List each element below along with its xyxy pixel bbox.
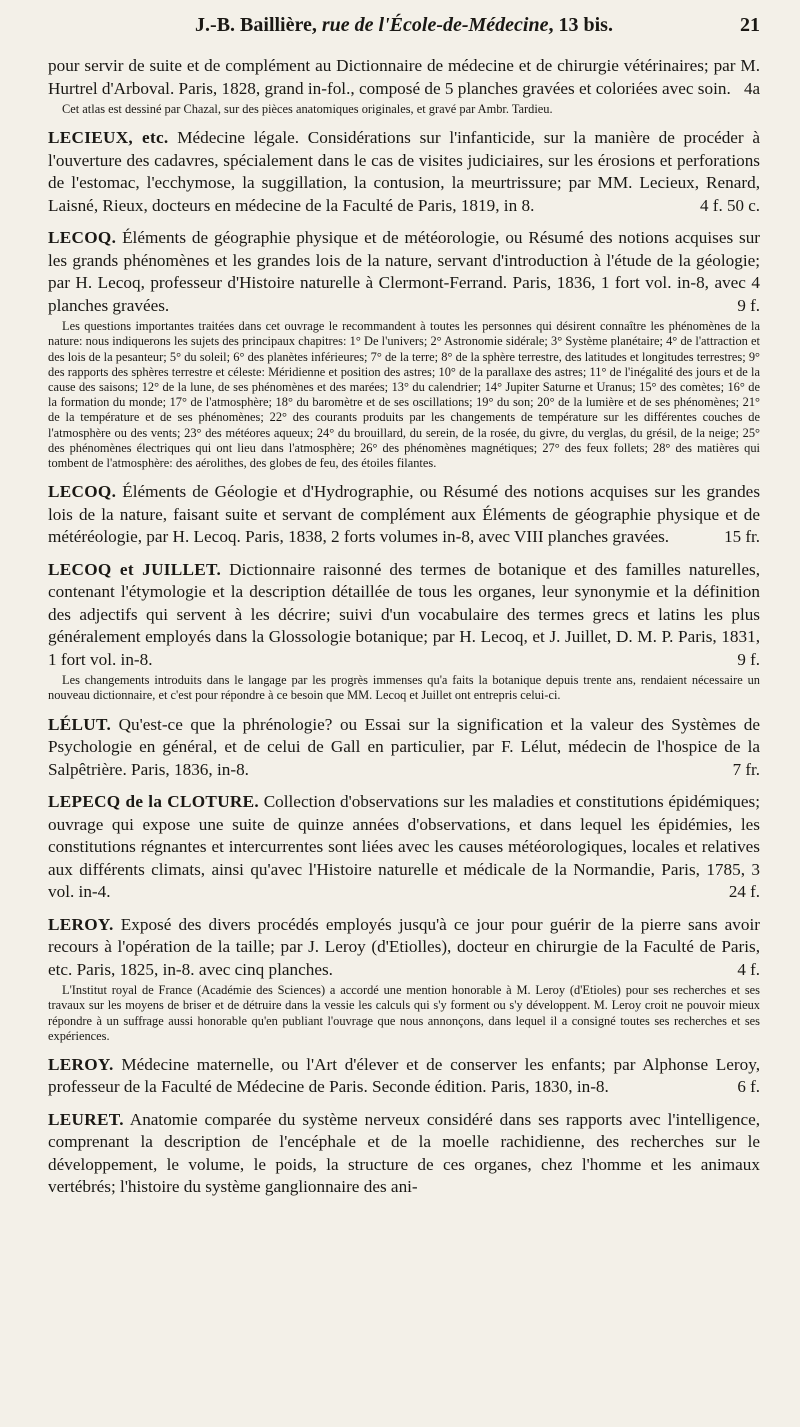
entry-note: Cet atlas est dessiné par Chazal, sur des pièces anatomiques originales, et gravé par Ambr. Tardieu. bbox=[62, 102, 553, 116]
entry-price: 4a bbox=[743, 78, 760, 98]
entry-description: Anatomie comparée du système nerveux considéré dans ses rapports avec l'intelligence, comprenant la description de l'encéphale et de la moelle rachidienne, des recherches sur le développement, le volume, le poids, la structure de ces organes, chez l'homme et les animaux vertébrés; l'histoire du système ganglionnaire des ani- bbox=[48, 1109, 760, 1197]
entry-author: LECOQ et JUILLET. bbox=[48, 559, 222, 579]
entry-text bbox=[48, 481, 760, 549]
entry-description: Éléments de Géologie et d'Hydrographie, ou Résumé des notions acquises sur les grandes lois de la nature, faisant suite et servant de complément aux Éléments de géographie physique et de météréologie, par H. Lecoq. Paris, 1838, 2 forts volumes in-8, avec VIII planches gravées. bbox=[48, 482, 761, 547]
entry-price: 24 f. bbox=[728, 882, 760, 902]
entry-price: 9 f. bbox=[737, 649, 760, 669]
entry-description: pour servir de suite et de complément au Dictionnaire de médecine et de chirurgie vétérinaires; par M. Hurtrel d'Arboval. Paris, 1828, grand in-fol., composé de 5 planches gravées et coloriées avec soin. bbox=[48, 56, 760, 98]
entry-text bbox=[48, 791, 760, 904]
catalogue-entry bbox=[48, 127, 760, 217]
entry-text bbox=[48, 559, 760, 672]
entry-text bbox=[48, 1109, 760, 1199]
entry-description: Collection d'observations sur les maladies et constitutions épidémiques; ouvrage qui expose une suite de quinze années d'observations, et dans lequel les épidémies, les constitutions régnantes et intercurrentes sont liées avec les causes météorologiques, locales et relatives aux différents climats, ainsi qu'avec l'Histoire naturelle et médicale de la Normandie, Paris, 1785, 3 vol. in-4. bbox=[48, 792, 760, 902]
entry-price: 9 f. bbox=[737, 295, 760, 315]
entry-price: 4 f. 50 c. bbox=[700, 195, 760, 215]
address-number: , 13 bis. bbox=[548, 14, 613, 36]
publisher-name: J.-B. Baillière bbox=[195, 14, 312, 36]
page-number: 21 bbox=[740, 14, 760, 36]
catalogue-entry bbox=[48, 227, 760, 471]
entry-author: LEROY. bbox=[48, 914, 114, 934]
catalogue-entry bbox=[48, 1054, 760, 1099]
catalogue-entry bbox=[48, 1109, 760, 1199]
entry-text bbox=[48, 914, 760, 982]
entry-text bbox=[48, 714, 760, 782]
catalogue-entry bbox=[48, 55, 760, 117]
entry-description: Dictionnaire raisonné des termes de botanique et des familles naturelles, contenant l'étymologie et la description détaillée de tous les organes, leur synonymie et la définition des adjectifs qui servent à les décrire; suivi d'un vocabulaire des termes grecs et latins les plus généralement employés dans la Glossologie botanique; par H. Lecoq, et J. Juillet, D. M. P. Paris, 1831, 1 fort vol. in-8. bbox=[48, 559, 760, 669]
entry-author: LÉLUT. bbox=[48, 714, 112, 734]
entry-price: 7 fr. bbox=[732, 759, 760, 779]
entry-author: LECOQ. bbox=[48, 482, 117, 502]
entry-description: Médecine maternelle, ou l'Art d'élever et de conserver les enfants; par Alphonse Leroy, professeur de la Faculté de Médecine de Paris. Seconde édition. Paris, 1830, in-8. bbox=[48, 1054, 760, 1097]
entry-text bbox=[48, 1054, 760, 1099]
catalogue-entry bbox=[48, 481, 760, 549]
entry-text bbox=[48, 227, 760, 317]
running-head: J.-B. Baillière, rue de l'École-de-Médecine, 13 bis. bbox=[195, 14, 613, 36]
entry-description: Exposé des divers procédés employés jusqu'à ce jour pour guérir de la pierre sans avoir recours à l'opération de la taille; par J. Leroy (d'Etiolles), docteur en chirurgie de la Faculté de Paris, etc. Paris, 1825, in-8. avec cinq planches. bbox=[48, 914, 760, 979]
catalogue-entry bbox=[48, 714, 760, 782]
entry-author: LEROY. bbox=[48, 1054, 114, 1074]
page-header bbox=[48, 14, 760, 37]
entry-note: L'Institut royal de France (Académie des Sciences) a accordé une mention honorable à M. Leroy (d'Etioles) pour ses recherches et ses travaux sur les moyens de briser et de détruire dans la vessie les calculs qui s'y forment ou s'y développent. M. Leroy croit ne pouvoir mieux répondre à un suffrage aussi honorable qu'en publiant l'ouvrage que nous annonçons, dans lequel il a consigné toutes ses recherches et ses expériences. bbox=[48, 983, 760, 1043]
entry-description: Qu'est-ce que la phrénologie? ou Essai sur la signification et la valeur des Systèmes de Psychologie en général, et de celui de Gall en particulier, par F. Lélut, médecin de l'hospice de la Salpêtrière. Paris, 1836, in-8. bbox=[48, 714, 761, 779]
catalogue-entry bbox=[48, 559, 760, 704]
publisher-address: rue de l'École-de-Médecine bbox=[321, 14, 549, 36]
catalogue-entry bbox=[48, 791, 760, 904]
entry-price: 4 f. bbox=[737, 959, 760, 979]
entry-author: LEPECQ de la CLOTURE. bbox=[48, 792, 259, 812]
entry-note: Les changements introduits dans le langage par les progrès immenses qu'a faits la botanique depuis trente ans, rendaient nécessaire un nouveau dictionnaire, et c'est pour répondre à ce besoin que MM. Lecoq et Juillet ont entrepris celui-ci. bbox=[48, 673, 760, 703]
entry-note: Les questions importantes traitées dans cet ouvrage le recommandent à toutes les personnes qui désirent connaître les phénomènes de la nature: nous indiquerons les sujets des principaux chapitres: 1° De l'univers; 2° Astronomie sidérale; 3° Système planétaire; 4° de l'attraction et des lois de la pesanteur; 5° du soleil; 6° des planètes inférieures; 7° de la terre; 8° de la sphère terrestre, des latitudes et longitudes terrestres; 9° des rapports des sphères terrestre et céleste: Méridienne et position des astres; 10° de la parallaxe des astres; 11° de l'inégalité des jours et de la cause des saisons; 12° de la lune, de ses phénomènes et des marées; 13° du calendrier; 14° Jupiter Saturne et Uranus; 15° des comètes; 16° de la formation du monde; 17° de l'atmosphère; 18° du baromètre et de ses oscillations; 19° du son; 20° de la lumière et de ses phénomènes; 21° de la température et de ses phénomènes; 22° des courants produits par les changements de température sur les différentes couches de l'atmosphère ou des vents; 23° des météores aqueux; 24° du brouillard, du serein, de la rosée, du givre, du verglas, du grésil, de la neige; 25° des phénomènes électriques qui ont lieu dans l'atmosphère; 26° des phénomènes magnétiques; 27° des feux follets; 28° des matières qui tombent de l'atmosphère: des aérolithes, des globes de feu, des étoiles filantes. bbox=[48, 319, 760, 471]
entry-text bbox=[48, 55, 760, 100]
entry-author: LEURET. bbox=[48, 1109, 124, 1129]
entry-price: 15 fr. bbox=[724, 527, 760, 547]
entry-description: Médecine légale. Considérations sur l'infanticide, sur la manière de procéder à l'ouverture des cadavres, spécialement dans le cas de visites judiciaires, sur les érosions et perforations de l'estomac, l'ecchymose, la suggillation, la contusion, la meurtrissure; par MM. Lecieux, Renard, Laisné, Rieux, docteurs en médecine de la Faculté de Paris, 1819, in 8. bbox=[48, 128, 761, 215]
entry-author: LECOQ. bbox=[48, 228, 117, 248]
entry-price: 6 f. bbox=[737, 1077, 760, 1097]
catalogue-entries bbox=[48, 55, 760, 1199]
entry-text bbox=[48, 127, 760, 217]
entry-author: LECIEUX, etc. bbox=[48, 128, 169, 148]
entry-description: Éléments de géographie physique et de météorologie, ou Résumé des notions acquises sur les grands phénomènes et les grandes lois de la nature, servant d'introduction à l'étude de la géologie; par H. Lecoq, professeur d'Histoire naturelle à Clermont-Ferrand. Paris, 1836, 1 fort vol. in-8, avec 4 planches gravées. bbox=[48, 228, 761, 315]
catalogue-entry bbox=[48, 914, 760, 1044]
